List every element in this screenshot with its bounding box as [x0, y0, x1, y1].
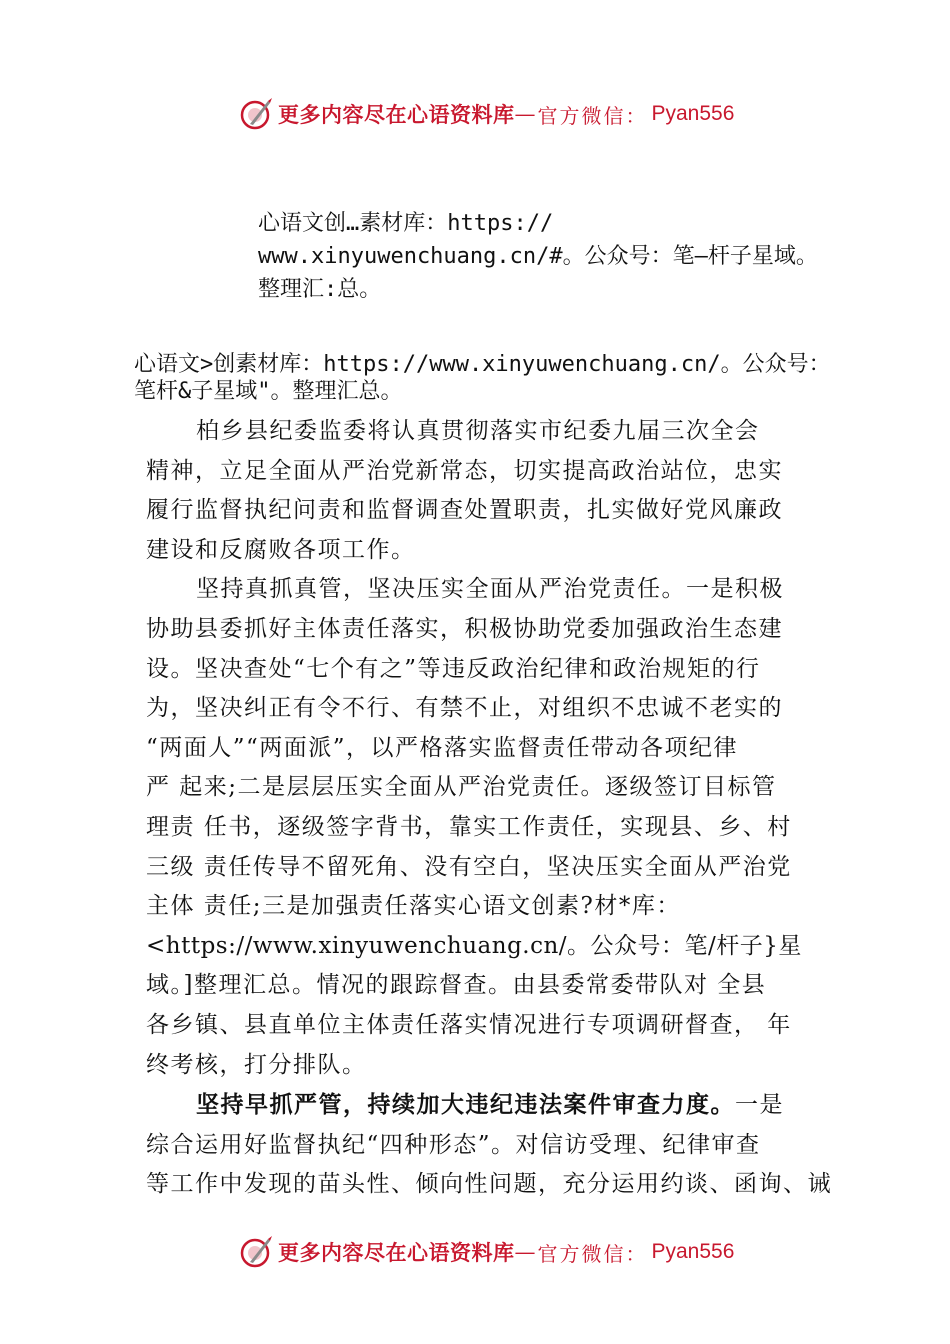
header-banner — [238, 94, 734, 134]
watermark-line: www.xinyuwenchuang.cn/#。公众号：笔—杆子星域。 — [258, 244, 818, 269]
watermark-block-1 — [258, 207, 858, 306]
footer-banner — [238, 1232, 734, 1272]
paragraph-3-heading: 坚持早抓严管，持续加大违纪违法案件审查力度。 — [196, 1091, 735, 1119]
paragraph-2-line: 协助县委抓好主体责任落实，积极协助党委加强政治生态建 — [146, 615, 783, 642]
banner-text: 更多内容尽在心语资料库 — [278, 102, 515, 127]
paragraph-2-line: 为，坚决纠正有令不行、有禁不止，对组织不忠诚不老实的 — [146, 695, 783, 722]
paragraph-1-line: 柏乡县纪委监委将认真贯彻落实市纪委九届三次全会 — [196, 418, 760, 444]
paragraph-1-line: 建设和反腐败各项工作。 — [146, 536, 416, 563]
watermark-line: 整理汇:总。 — [258, 277, 382, 302]
banner-dash: — — [514, 1240, 536, 1264]
paragraph-2-line: “两面人”“两面派”，以严格落实监督责任带动各项纪律 — [146, 734, 739, 761]
banner-text: 更多内容尽在心语资料库 — [278, 1240, 515, 1265]
banner-official: 官方微信： — [537, 1241, 648, 1266]
paragraph-2-line: 理责 任书，逐级签字背书，靠实工作责任，实现县、乡、村 — [146, 813, 792, 840]
banner-wechat-id: Pyan556 — [651, 102, 735, 125]
paragraph-2-line: 严 起来;二是层层压实全面从严治党责任。逐级签订目标管 — [146, 774, 777, 801]
paragraph-2-line: 设。坚决查处“七个有之”等违反政治纪律和政治规矩的行 — [146, 655, 761, 682]
banner-wechat-id: Pyan556 — [651, 1240, 735, 1263]
paragraph-3-line: 综合运用好监督执纪“四种形态”。对信访受理、纪律审查 — [146, 1131, 761, 1158]
paragraph-3-lead-rest: 一是 — [735, 1092, 784, 1119]
paragraph-3-lead — [146, 1085, 826, 1126]
paragraph-2-line: 坚持真抓真管，坚决压实全面从严治党责任。一是积极 — [196, 576, 784, 603]
paragraph-2-line: 终考核，打分排队。 — [146, 1051, 367, 1078]
watermark-line: 笔杆&子星域"。整理汇总。 — [134, 379, 403, 404]
paragraph-1-line: 履行监督执纪问责和监督调查处置职责，扎实做好党风廉政 — [146, 497, 783, 524]
banner-dash: — — [514, 102, 536, 126]
paragraph-2-line: 三级 责任传导不留死角、没有空白，坚决压实全面从严治党 — [146, 853, 792, 880]
banner-official: 官方微信： — [537, 103, 648, 128]
paragraph-1-line: 精神，立足全面从严治党新常态，切实提高政治站位，忠实 — [146, 457, 783, 484]
watermark-block-2 — [134, 351, 854, 405]
paragraph-2-line: 各乡镇、县直单位主体责任落实情况进行专项调研督查， 年 — [146, 1011, 792, 1038]
paragraph-2-line: 域。]整理汇总。情况的跟踪督查。由县委常委带队对 全县 — [146, 972, 767, 999]
quill-logo-icon — [238, 1234, 274, 1270]
quill-logo-icon — [238, 96, 274, 132]
paragraph-2-line: 主体 责任;三是加强责任落实心语文创素?材*库： — [146, 893, 681, 920]
document-body — [146, 412, 832, 1205]
watermark-line: 心语文>创素材库：https://www.xinyuwenchuang.cn/。公众号： — [134, 352, 831, 377]
paragraph-3-line: 等工作中发现的苗头性、倾向性问题，充分运用约谈、函询、诫 — [146, 1171, 832, 1198]
paragraph-2-line: <https://www.xinyuwenchuang.cn/。公众号：笔/杆子}星 — [146, 932, 802, 959]
watermark-line: 心语文创…素材库：https:// — [258, 211, 554, 236]
